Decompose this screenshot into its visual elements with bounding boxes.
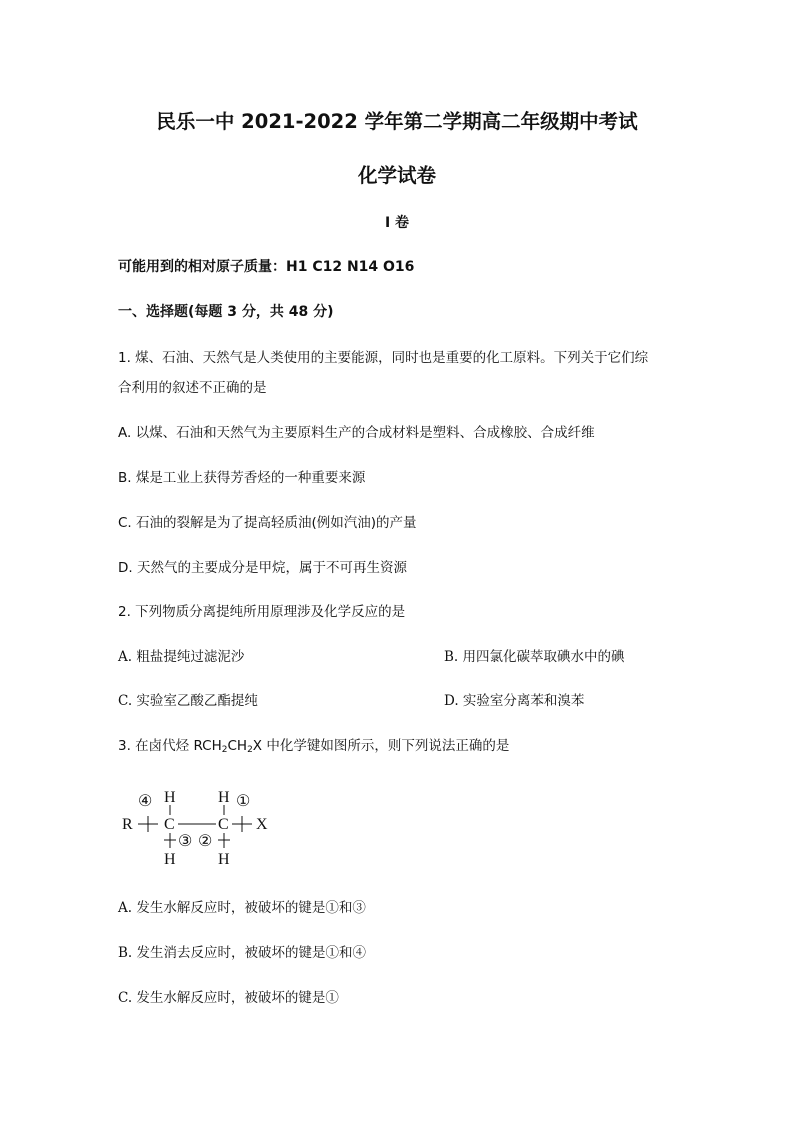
q3-stem-pre: 3. 在卤代烃 RCH [118,738,222,754]
q3-option-b: B. 发生消去反应时，被破坏的键是①和④ [118,945,367,961]
h-bottom-left: H [164,851,176,868]
q2-option-b: B. 用四氯化碳萃取碘水中的碘 [444,649,625,665]
atom-c2: C [218,816,229,833]
exam-title: 民乐一中 2021-2022 学年第二学期高二年级期中考试 [156,110,638,133]
q3-sub-1: 2 [221,745,228,755]
bond-number-3: ③ [178,833,193,850]
q1-option-a: A. 以煤、石油和天然气为主要原料生产的合成材料是塑料、合成橡胶、合成纤维 [118,425,595,441]
bond-number-2: ② [198,833,213,850]
q3-sub-2: 2 [247,745,253,755]
bond-number-1: ① [236,793,251,810]
q3-stem-mid: CH [227,738,248,754]
atom-x: X [256,816,268,833]
bond-diagram [118,786,288,868]
q3-option-c: C. 发生水解反应时，被破坏的键是① [118,990,339,1006]
h-bottom-right: H [218,851,230,868]
q1-option-d: D. 天然气的主要成分是甲烷，属于不可再生资源 [118,560,407,576]
q1-stem-line2: 合利用的叙述不正确的是 [118,380,267,396]
volume-label: I 卷 [384,215,410,231]
atom-c1: C [164,816,175,833]
section-heading: 一、选择题(每题 3 分，共 48 分) [118,304,334,320]
h-top-left: H [164,789,176,806]
q2-option-c: C. 实验室乙酸乙酯提纯 [118,693,258,709]
q3-stem [118,734,509,755]
q2-option-d: D. 实验室分离苯和溴苯 [444,693,585,709]
q3-option-a: A. 发生水解反应时，被破坏的键是①和③ [118,900,366,916]
atom-r: R [122,816,133,833]
q1-option-c: C. 石油的裂解是为了提高轻质油(例如汽油)的产量 [118,515,417,531]
q2-stem: 2. 下列物质分离提纯所用原理涉及化学反应的是 [118,604,406,620]
atomic-mass-line: 可能用到的相对原子质量：H1 C12 N14 O16 [118,259,415,275]
h-top-right: H [218,789,230,806]
q2-option-a: A. 粗盐提纯过滤泥沙 [118,649,245,665]
bond-number-4: ④ [138,793,153,810]
q3-stem-post: X 中化学键如图所示，则下列说法正确的是 [252,738,510,754]
paper-subtitle: 化学试卷 [357,164,436,187]
q1-option-b: B. 煤是工业上获得芳香烃的一种重要来源 [118,470,366,486]
q1-stem-line1: 1. 煤、石油、天然气是人类使用的主要能源，同时也是重要的化工原料。下列关于它们综 [118,350,649,366]
